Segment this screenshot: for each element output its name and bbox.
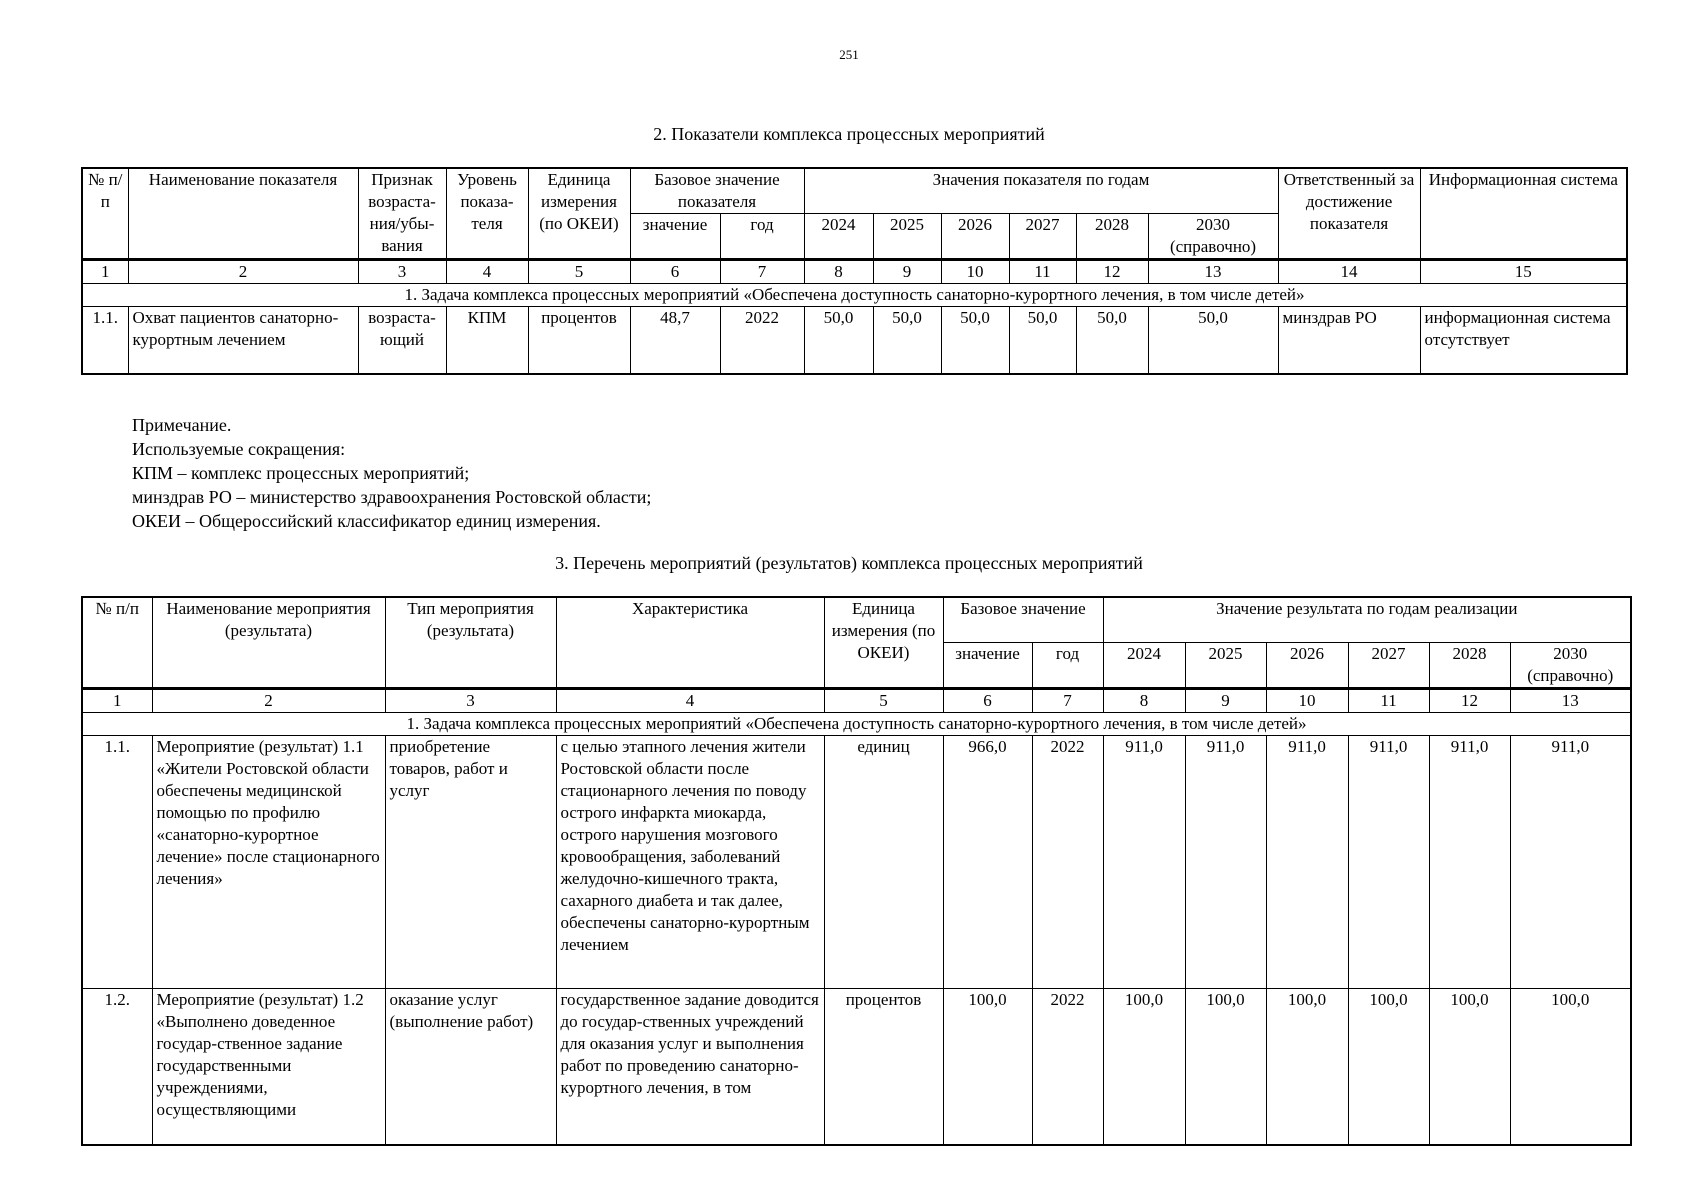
row-base-year: 2022 [1032,989,1103,1146]
task-title: 1. Задача комплекса процессных мероприятий «Обеспечена доступность санаторно-курортного лечения, в том числе детей» [82,713,1631,736]
col-num: 7 [720,260,804,284]
header-2027: 2027 [1348,643,1429,689]
col-num: 5 [824,689,943,713]
header-2024: 2024 [1103,643,1185,689]
row-info: информационная система отсутствует [1420,307,1627,375]
col-num: 4 [556,689,824,713]
col-num: 1 [82,260,128,284]
row-2024: 911,0 [1103,736,1185,989]
row-type: оказание услуг (выполнение работ) [385,989,556,1146]
col-num: 15 [1420,260,1627,284]
header-name: Наименование мероприятия (результата) [152,597,385,689]
task-row [82,284,1627,307]
header-base: Базовое значение показателя [630,168,804,214]
table-row [82,307,1627,375]
header-info: Информационная система [1420,168,1627,260]
col-num: 1 [82,689,152,713]
row-characteristic: с целью этапного лечения жители Ростовской области после стационарного лечения по поводу острого инфаркта миокарда, острого нарушения мозгового кровообращения, заболеваний желудочно-кишечного тракта, сахарного диабета и так далее, обеспечены санаторно-курортным лечением [556,736,824,989]
header-level: Уровень показа-теля [446,168,528,260]
col-num: 2 [152,689,385,713]
header-2025: 2025 [1185,643,1266,689]
row-2030: 911,0 [1510,736,1631,989]
row-sign: возраста-ющий [358,307,446,375]
col-num: 11 [1348,689,1429,713]
row-name: Мероприятие (результат) 1.2 «Выполнено доведенное государ-ственное задание государственными учреждениями, осуществляющими [152,989,385,1146]
header-base-value: значение [630,214,720,260]
row-type: приобретение товаров, работ и услуг [385,736,556,989]
activities-table [81,596,1632,1146]
row-name: Мероприятие (результат) 1.1 «Жители Ростовской области обеспечены медицинской помощью по профилю «санаторно-курортное лечение» после стационарного лечения» [152,736,385,989]
header-2025: 2025 [873,214,941,260]
row-base-year: 2022 [720,307,804,375]
indicators-table [81,167,1628,375]
row-2026: 911,0 [1266,736,1348,989]
notes-block [132,413,651,533]
header-values: Значение результата по годам реализации [1103,597,1631,643]
row-2025: 911,0 [1185,736,1266,989]
col-num: 10 [1266,689,1348,713]
col-num: 7 [1032,689,1103,713]
col-num: 12 [1076,260,1148,284]
row-unit: процентов [824,989,943,1146]
header-2026: 2026 [941,214,1009,260]
row-2026: 50,0 [941,307,1009,375]
column-numbers-row [82,260,1627,284]
header-values: Значения показателя по годам [804,168,1278,214]
page-number: 251 [839,47,859,62]
header-base: Базовое значение [943,597,1103,643]
notes-line: минздрав РО – министерство здравоохранения Ростовской области; [132,487,652,507]
header-base-year: год [720,214,804,260]
row-2028: 50,0 [1076,307,1148,375]
header-sign: Признак возраста-ния/убы-вания [358,168,446,260]
section-3-title: 3. Перечень мероприятий (результатов) комплекса процессных мероприятий [555,553,1143,573]
header-2027: 2027 [1009,214,1076,260]
row-num: 1.2. [82,989,152,1146]
row-2030: 50,0 [1148,307,1278,375]
row-2027: 911,0 [1348,736,1429,989]
table-row [82,736,1631,989]
table-header-row [82,168,1627,214]
notes-line: КПМ – комплекс процессных мероприятий; [132,463,470,483]
row-num: 1.1. [82,307,128,375]
col-num: 6 [630,260,720,284]
row-base-value: 966,0 [943,736,1032,989]
col-num: 14 [1278,260,1420,284]
row-level: КПМ [446,307,528,375]
header-base-value: значение [943,643,1032,689]
header-2026: 2026 [1266,643,1348,689]
col-num: 8 [804,260,873,284]
row-base-value: 100,0 [943,989,1032,1146]
col-num: 9 [873,260,941,284]
header-2028: 2028 [1076,214,1148,260]
col-num: 13 [1148,260,1278,284]
row-unit: единиц [824,736,943,989]
col-num: 2 [128,260,358,284]
col-num: 3 [385,689,556,713]
table-row [82,989,1631,1146]
col-num: 5 [528,260,630,284]
header-base-year: год [1032,643,1103,689]
row-num: 1.1. [82,736,152,989]
col-num: 3 [358,260,446,284]
notes-heading: Примечание. [132,415,232,435]
col-num: 4 [446,260,528,284]
col-num: 8 [1103,689,1185,713]
row-2028: 911,0 [1429,736,1510,989]
header-name: Наименование показателя [128,168,358,260]
notes-line: ОКЕИ – Общероссийский классификатор единиц измерения. [132,511,601,531]
row-responsible: минздрав РО [1278,307,1420,375]
row-2024: 100,0 [1103,989,1185,1146]
header-2028: 2028 [1429,643,1510,689]
row-2025: 100,0 [1185,989,1266,1146]
header-characteristic: Характеристика [556,597,824,689]
header-type: Тип мероприятия (результата) [385,597,556,689]
col-num: 10 [941,260,1009,284]
header-responsible: Ответственный за достижение показателя [1278,168,1420,260]
col-num: 12 [1429,689,1510,713]
section-2-title: 2. Показатели комплекса процессных мероприятий [653,124,1045,144]
header-2030: 2030 (справочно) [1148,214,1278,260]
row-unit: процентов [528,307,630,375]
task-title: 1. Задача комплекса процессных мероприятий «Обеспечена доступность санаторно-курортного лечения, в том числе детей» [82,284,1627,307]
notes-abbr-title: Используемые сокращения: [132,439,346,459]
row-base-year: 2022 [1032,736,1103,989]
row-2024: 50,0 [804,307,873,375]
col-num: 13 [1510,689,1631,713]
header-2030: 2030 (справочно) [1510,643,1631,689]
col-num: 9 [1185,689,1266,713]
row-2028: 100,0 [1429,989,1510,1146]
row-2030: 100,0 [1510,989,1631,1146]
table-header-row [82,597,1631,643]
row-characteristic: государственное задание доводится до государ-ственных учреждений для оказания услуг и выполнения работ по проведению санаторно-курортного лечения, в том [556,989,824,1146]
header-unit: Единица измерения (по ОКЕИ) [824,597,943,689]
header-unit: Единица измерения (по ОКЕИ) [528,168,630,260]
row-2027: 50,0 [1009,307,1076,375]
header-num: № п/п [82,168,128,260]
col-num: 11 [1009,260,1076,284]
row-2027: 100,0 [1348,989,1429,1146]
task-row [82,713,1631,736]
row-2025: 50,0 [873,307,941,375]
header-2024: 2024 [804,214,873,260]
header-num: № п/п [82,597,152,689]
row-name: Охват пациентов санаторно-курортным лечением [128,307,358,375]
column-numbers-row [82,689,1631,713]
row-2026: 100,0 [1266,989,1348,1146]
row-base-value: 48,7 [630,307,720,375]
col-num: 6 [943,689,1032,713]
